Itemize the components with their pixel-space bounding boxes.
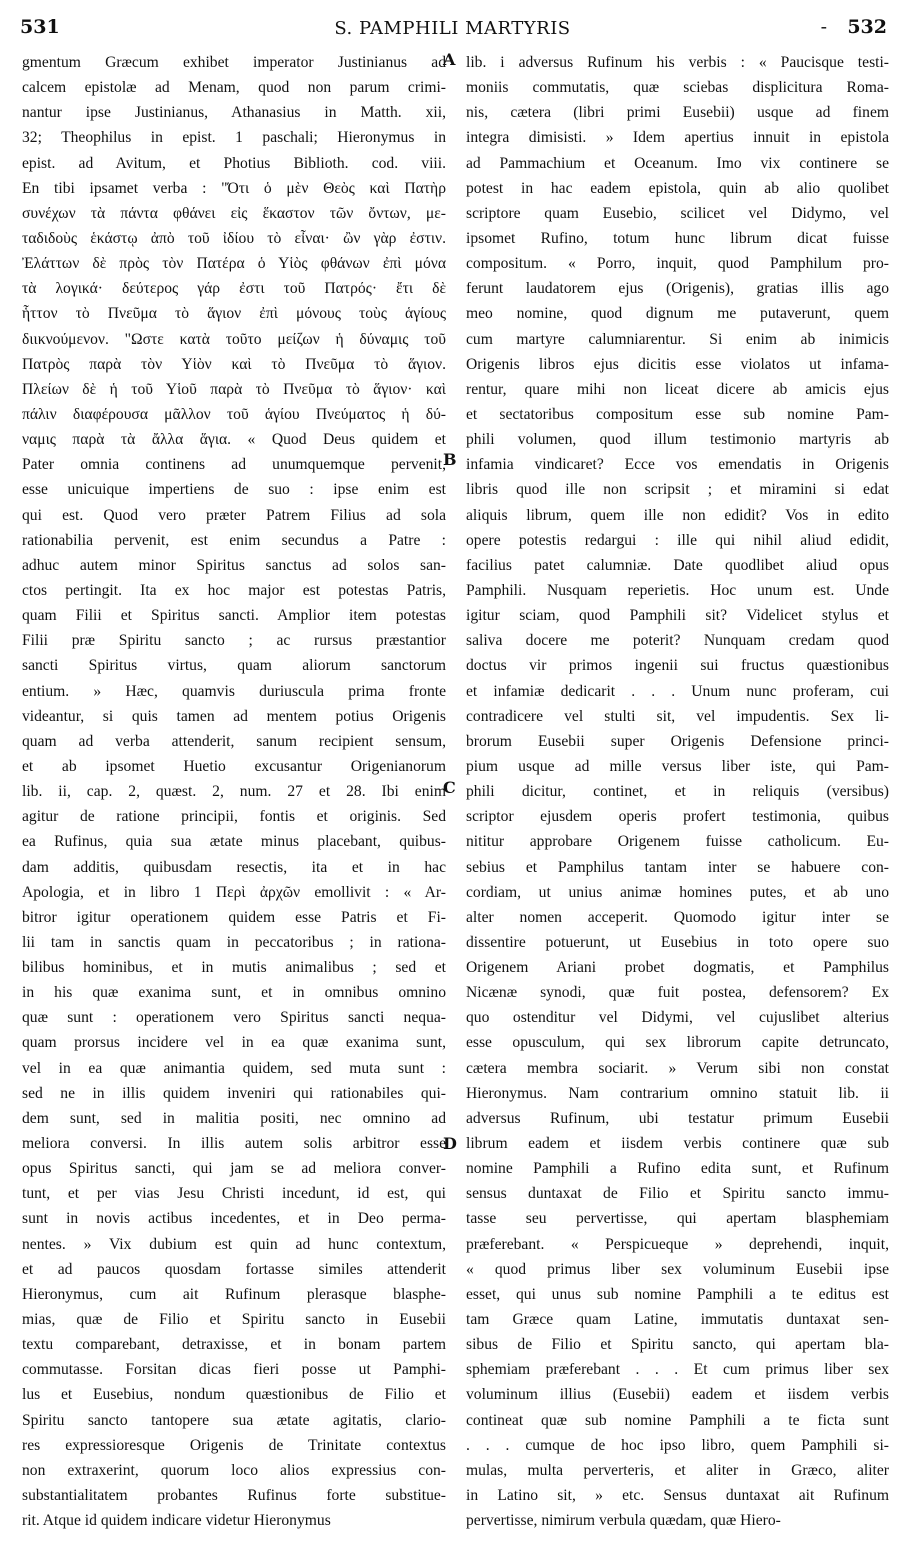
text-line: ad Pammachium et Oceanum. Imo vix continere se xyxy=(466,154,889,172)
text-line: agitur de ratione principii, fontis et originis. Sed xyxy=(22,808,446,826)
text-line: entium. » Hæc, quamvis duriuscula prima fronte xyxy=(22,682,446,700)
text-line: bitror igitur operationem quidem esse Patris et Fi- xyxy=(22,908,446,926)
text-line: gmentum Græcum exhibet imperator Justinianus ad xyxy=(22,54,446,71)
text-line: qui est. Quod vero præter Patrem Filius ad sola xyxy=(22,506,446,524)
text-line: tasse seu pervertisse, qui apertam blasphemiam xyxy=(466,1210,889,1228)
text-line: rentur, quare mihi non liceat dicere ab amicis ejus xyxy=(466,380,889,398)
text-line: Πλείων δὲ ἡ τοῦ Υἱοῦ παρὰ τὸ Πνεῦμα τὸ ἅγιον· καὶ xyxy=(22,380,446,398)
right-column xyxy=(466,50,889,1533)
text-line: meo nomine, quod dignum me putaverunt, quem xyxy=(466,305,889,323)
text-line: 32; Theophilus in epist. 1 paschali; Hieronymus in xyxy=(22,129,446,147)
text-line: quo ostenditur vel Didymi, vel cujuslibet alterius xyxy=(466,1009,889,1027)
text-line: sphemiam præferebant . . . Et cum primus liber sex xyxy=(466,1361,889,1379)
text-line: epist. ad Avitum, et Photius Biblioth. cod. viii. xyxy=(22,154,446,172)
text-line: sibus de Filio et Spiritu sancto, qui apertam bla- xyxy=(466,1336,889,1354)
text-line: in his quæ exanima sunt, et in omnibus omnino xyxy=(22,984,446,1002)
left-column xyxy=(22,50,446,1533)
text-line: esse opusculum, qui sex librorum capite detruncato, xyxy=(466,1034,889,1052)
text-line: ctos pertingit. Ita ex hoc major est potestas Patris, xyxy=(22,581,446,599)
text-line: cordiam, ut unius animæ homines putes, et ab uno xyxy=(466,883,889,901)
text-line: et ab ipsomet Huetio excusantur Origenianorum xyxy=(22,757,446,775)
text-line: πάλιν διαφέρουσα μᾶλλον τοῦ ἁγίου Πνεύματος ἡ δύ- xyxy=(22,405,446,423)
page-header xyxy=(0,14,905,44)
text-line: opus Spiritus sancti, qui jam se ad meliora conver- xyxy=(22,1160,446,1178)
text-line: διικνούμενον. "Ωστε κατὰ τοῦτο μείζων ἡ δύναμις τοῦ xyxy=(22,330,446,348)
text-line: rit. Atque id quidem indicare videtur Hieronymus xyxy=(22,1512,331,1530)
text-line: mulas, multa perverteris, et aliter in Græco, aliter xyxy=(466,1461,889,1479)
text-line: quæ sunt : operationem vero Spiritus sancti nequa- xyxy=(22,1009,446,1027)
text-line: non extraxerint, quorum loco alios expressius con- xyxy=(22,1461,446,1479)
text-line: videantur, si quis tamen ad mentem potius Origenis xyxy=(22,707,446,725)
text-line: sunt in novis actibus incedentes, et in Deo perma- xyxy=(22,1210,446,1228)
text-line: moniis commutatis, quæ sciebas displicitura Roma- xyxy=(466,79,889,97)
text-line: lus et Eusebius, nondum quæstionibus de Filio et xyxy=(22,1386,446,1404)
text-line: adhuc autem minor Spiritus sanctus ad solos san- xyxy=(22,556,446,574)
text-line: Origenem Ariani probet dogmatis, et Pamphilus xyxy=(466,959,889,977)
text-line: τὰ λογικά· δεύτερος γάρ ἐστι τοῦ Πατρός· ἔτι δὲ xyxy=(22,280,446,298)
text-line: scriptor ejusdem operis profert testimonia, quibus xyxy=(466,808,889,826)
text-line: alter nomen acceperit. Quomodo igitur inter se xyxy=(466,908,889,926)
text-line: dissentire potuerunt, ut Eusebius in toto opere suo xyxy=(466,933,889,951)
text-line: quam ad verba attenderit, sanum recipient sensum, xyxy=(22,732,446,750)
text-line: librum eadem et iisdem verbis continere quæ sub xyxy=(466,1135,889,1153)
text-line: esse unicuique impertiens de suo : ipse enim est xyxy=(22,481,446,499)
text-line: ταδιδοὺς ἑκάστῳ ἀπὸ τοῦ ἰδίου τὸ εἶναι· ὢν γὰρ ἐστιν. xyxy=(22,229,446,247)
text-line: igitur sciam, quod Pamphili sit? Videlicet stylus et xyxy=(466,607,889,625)
text-line: lib. i adversus Rufinum his verbis : « Paucisque testi- xyxy=(466,54,889,71)
text-line: phili volumen, quod illum testimonio martyris ab xyxy=(466,431,889,449)
text-line: Pamphili. Nusquam reperietis. Hoc unum est. Unde xyxy=(466,581,889,599)
text-line: Hieronymus, cum ait Rufinum plerasque blasphe- xyxy=(22,1285,446,1303)
text-line: ferunt laudatorem ejus (Origenis), gratias illis ago xyxy=(466,280,889,298)
text-line: Spiritu sancto tantopere sua ætate agitatis, clario- xyxy=(22,1411,446,1429)
text-line: . . . cumque de hoc ipso libro, quem Pamphili si- xyxy=(466,1436,889,1454)
text-line: lii tam in sanctis quam in peccatoribus ; in rationa- xyxy=(22,933,446,951)
text-line: saliva docere me poterit? Nunquam credam quod xyxy=(466,632,889,650)
text-line: ipsomet Rufino, totum hunc librum dicat fuisse xyxy=(466,229,889,247)
running-title: S. PAMPHILI MARTYRIS xyxy=(334,18,571,39)
text-line: dam additis, quibusdam resectis, ita et in hac xyxy=(22,858,446,876)
text-line: substantialitatem probantes Rufinus forte substitue- xyxy=(22,1487,446,1505)
text-line: opere potestis redargui : ille qui nihil aliud edidit, xyxy=(466,531,889,549)
text-line: calcem epistolæ ad Menam, quod non parum crimi- xyxy=(22,79,446,97)
text-line: commutasse. Forsitan dicas fieri posse ut Pamphi- xyxy=(22,1361,446,1379)
text-line: meliora conversi. In illis autem solis arbitror esse xyxy=(22,1135,446,1153)
text-line: sancti Spiritus virtus, quam aliorum sanctorum xyxy=(22,657,446,675)
text-line: potest in hac eadem epistola, quin ab alio quolibet xyxy=(466,179,889,197)
text-line: vel in ea quæ animantia quidem, sed muta sunt : xyxy=(22,1059,446,1077)
text-line: lib. ii, cap. 2, quæst. 2, num. 27 et 28. Ibi enim xyxy=(22,783,446,801)
text-line: quam prorsus incidere vel in ea quæ exanima sunt, xyxy=(22,1034,446,1052)
text-line: quam Filii et Spiritus sancti. Amplior item potestas xyxy=(22,607,446,625)
text-line: ea Rufinus, quia sua ætate minus placebant, quibus- xyxy=(22,833,446,851)
section-marker-a: A xyxy=(443,50,456,69)
text-line: pervertisse, nimirum verbula quædam, quæ Hiero- xyxy=(466,1512,781,1530)
text-line: bilibus hominibus, et in mutis animalibus ; sed et xyxy=(22,959,446,977)
text-line: tam Græce quam Latine, immutatis duntaxat sen- xyxy=(466,1311,889,1329)
text-line: integra dimisisti. » Idem apertius innuit in epistola xyxy=(466,129,889,147)
section-marker-d: D xyxy=(443,1134,457,1153)
text-line: tunt, et per vias Jesu Christi incedunt, id est, qui xyxy=(22,1185,446,1203)
text-line: libris quod ille non scripsit ; et miramini si edat xyxy=(466,481,889,499)
section-marker-b: B xyxy=(443,450,457,469)
text-line: Ἐλάττων δὲ πρὸς τὸν Πατέρα ὁ Υἱὸς φθάνων ἐπὶ μόνα xyxy=(22,255,446,273)
text-line: facilius patet calumniæ. Date quodlibet aliud opus xyxy=(466,556,889,574)
text-line: Pater omnia continens ad unumquemque pervenit, xyxy=(22,456,446,474)
text-line: sed ne in illis quidem inveniri qui rationabiles qui- xyxy=(22,1084,446,1102)
header-dash: - xyxy=(820,16,827,38)
text-line: dem sunt, sed in malitia positi, nec omnino ad xyxy=(22,1109,446,1127)
text-line: in Latino sit, » etc. Sensus duntaxat ait Rufinum xyxy=(466,1487,889,1505)
text-line: doctus vir primos ingenii sui fructus quæstionibus xyxy=(466,657,889,675)
text-line: textu comparebant, detraxisse, et in bonam partem xyxy=(22,1336,446,1354)
text-line: res expressioresque Origenis de Trinitate contextus xyxy=(22,1436,446,1454)
text-line: ναμις παρὰ τὰ ἄλλα ἅγια. « Quod Deus quidem et xyxy=(22,431,446,449)
text-line: infamia vindicaret? Ecce vos emendatis in Origenis xyxy=(466,456,889,474)
page-number-left: 531 xyxy=(20,16,60,38)
text-line: cætera membra sociarit. » Verum sibi non constat xyxy=(466,1059,889,1077)
text-line: præferebant. « Perspicueque » deprehendi, inquit, xyxy=(466,1235,889,1253)
text-line: rationabilia pervenit, est enim secundus a Patre : xyxy=(22,531,446,549)
text-line: adversus Rufinum, ubi testatur primum Eusebii xyxy=(466,1109,889,1127)
text-line: Πατρὸς παρὰ τὸν Υἱὸν καὶ τὸ Πνεῦμα τὸ ἅγιον. xyxy=(22,355,446,373)
text-line: scriptore quam Eusebio, scilicet vel Didymo, vel xyxy=(466,204,889,222)
text-line: et infamiæ dedicarit . . . Unum nunc proferam, cui xyxy=(466,682,889,700)
text-line: sensus duntaxat de Filio et Spiritu sancto immu- xyxy=(466,1185,889,1203)
text-line: nentes. » Vix dubium est quin ad hunc contextum, xyxy=(22,1235,446,1253)
text-line: aliquis librum, quem ille non edidit? Vos in edito xyxy=(466,506,889,524)
text-line: mias, quæ de Filio et Spiritu sancto in Eusebii xyxy=(22,1311,446,1329)
section-marker-c: C xyxy=(443,778,456,797)
text-line: Origenis libros ejus dicitis esse violatos ut infama- xyxy=(466,355,889,373)
text-line: nomine Pamphili a Rufino edita sunt, et Rufinum xyxy=(466,1160,889,1178)
text-line: Hieronymus. Nam contrarium omnino statuit lib. ii xyxy=(466,1084,889,1102)
text-line: Nicænæ synodi, quæ fuit postea, defensorem? Ex xyxy=(466,984,889,1002)
text-line: ἧττον τὸ Πνεῦμα τὸ ἅγιον ἐπὶ μόνους τοὺς ἁγίους xyxy=(22,305,446,323)
text-line: cum martyre calumniarentur. Si enim ab inimicis xyxy=(466,330,889,348)
text-line: En tibi ipsamet verba : "Ότι ὁ μὲν Θεὸς καὶ Πατὴρ xyxy=(22,179,446,197)
text-line: Filii præ Spiritu sancto ; ac rursus præstantior xyxy=(22,632,446,650)
page-number-right: 532 xyxy=(847,16,887,38)
text-line: phili dicitur, continet, et in reliquis (versibus) xyxy=(466,783,889,801)
text-line: Apologia, et in libro 1 Περὶ ἀρχῶν emollivit : « Ar- xyxy=(22,883,446,901)
text-line: nantur ipse Justinianus, Athanasius in Matth. xii, xyxy=(22,104,446,122)
text-line: contineat quæ sub nomine Pamphili a te ficta sunt xyxy=(466,1411,889,1429)
text-line: pium usque ad mille versus liber iste, qui Pam- xyxy=(466,757,889,775)
text-line: nititur approbare Origenem fuisse catholicum. Eu- xyxy=(466,833,889,851)
text-line: compositum. « Porro, inquit, quod Pamphilum pro- xyxy=(466,255,889,273)
text-line: nis, cætera (libri primi Eusebii) usque ad finem xyxy=(466,104,889,122)
text-line: et ad paucos quosdam fortasse similes attenderit xyxy=(22,1260,446,1278)
text-line: esset, qui unus sub nomine Pamphili a te editus est xyxy=(466,1285,889,1303)
text-line: et sectatoribus compositum esse sub nomine Pam- xyxy=(466,405,889,423)
text-line: contradicere vel stulti sit, vel impudentis. Sex li- xyxy=(466,707,889,725)
text-line: sebius et Pamphilus tantam inter se habuere con- xyxy=(466,858,889,876)
text-line: voluminum illius (Eusebii) eadem et iisdem verbis xyxy=(466,1386,889,1404)
text-line: συνέχων τὰ πάντα φθάνει εἰς ἕκαστον τῶν ὄντων, με- xyxy=(22,204,446,222)
text-line: « quod primus liber sex voluminum Eusebii ipse xyxy=(466,1260,889,1278)
text-line: brorum Eusebii super Origenis Defensione princi- xyxy=(466,732,889,750)
